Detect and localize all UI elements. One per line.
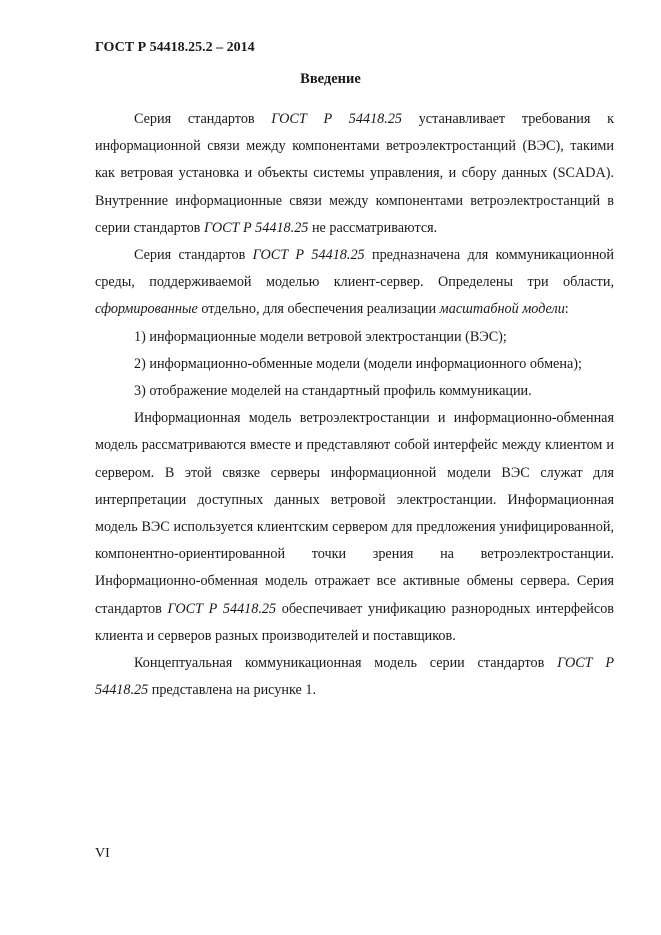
standard-ref: ГОСТ Р 54418.25 xyxy=(95,655,614,699)
list-item-3: 3) отображение моделей на стандартный профиль коммуникации. xyxy=(134,383,532,400)
standard-ref: ГОСТ Р 54418.25 xyxy=(271,111,403,127)
body-text xyxy=(95,106,614,704)
page-number: VI xyxy=(95,846,110,861)
standard-ref: ГОСТ Р 54418.25 xyxy=(203,219,309,236)
list-item-2: 2) информационно-обменные модели (модели информационного обмена); xyxy=(134,355,582,372)
paragraph-1: Серия стандартов ГОСТ Р 54418.25 устанавливает требования к информационной связи между компонентами ветроэлектростанций (ВЭС), такими как ветровая установка и объекты системы управления, и сбору данных (SCADA). Внутренние информационные связи между компонентами ветроэлектростанций в серии стандартов ГОСТ Р 54418.25 не рассматриваются. xyxy=(95,111,614,236)
paragraph-4: Концептуальная коммуникационная модель серии стандартов ГОСТ Р 54418.25 представлена на рисунке 1. xyxy=(95,655,614,699)
paragraph-3: Информационная модель ветроэлектростанции и информационно-обменная модель рассматриваются вместе и представляют собой интерфейс между клиентом и сервером. В этой связке серверы информационной модели ВЭС служат для интерпретации доступных данных ветровой электростанции. Информационная модель ВЭС используется клиентским сервером для предложения унифицированной, компонентно-ориентированной точки зрения на ветроэлектростанции. Информационно-обменная модель отражает все активные обмены сервера. Серия стандартов ГОСТ Р 54418.25 обеспечивает унификацию разнородных интерфейсов клиента и серверов разных производителей и поставщиков. xyxy=(95,410,614,644)
emphasis-text: сформированные xyxy=(95,301,198,318)
section-title: Введение xyxy=(300,71,361,87)
paragraph-2: Серия стандартов ГОСТ Р 54418.25 предназначена для коммуникационной среды, поддерживаемой моделью клиент-сервер. Определены три области, сформированные отдельно, для обеспечения реализации масштабной модели: xyxy=(95,247,614,318)
list-item-1: 1) информационные модели ветровой электростанции (ВЭС); xyxy=(134,328,507,345)
document-header: ГОСТ Р 54418.25.2 – 2014 xyxy=(95,40,255,55)
standard-ref: ГОСТ Р 54418.25 xyxy=(167,600,277,617)
standard-ref: ГОСТ Р 54418.25 xyxy=(252,247,365,264)
emphasis-text: масштабной модели xyxy=(439,301,565,318)
